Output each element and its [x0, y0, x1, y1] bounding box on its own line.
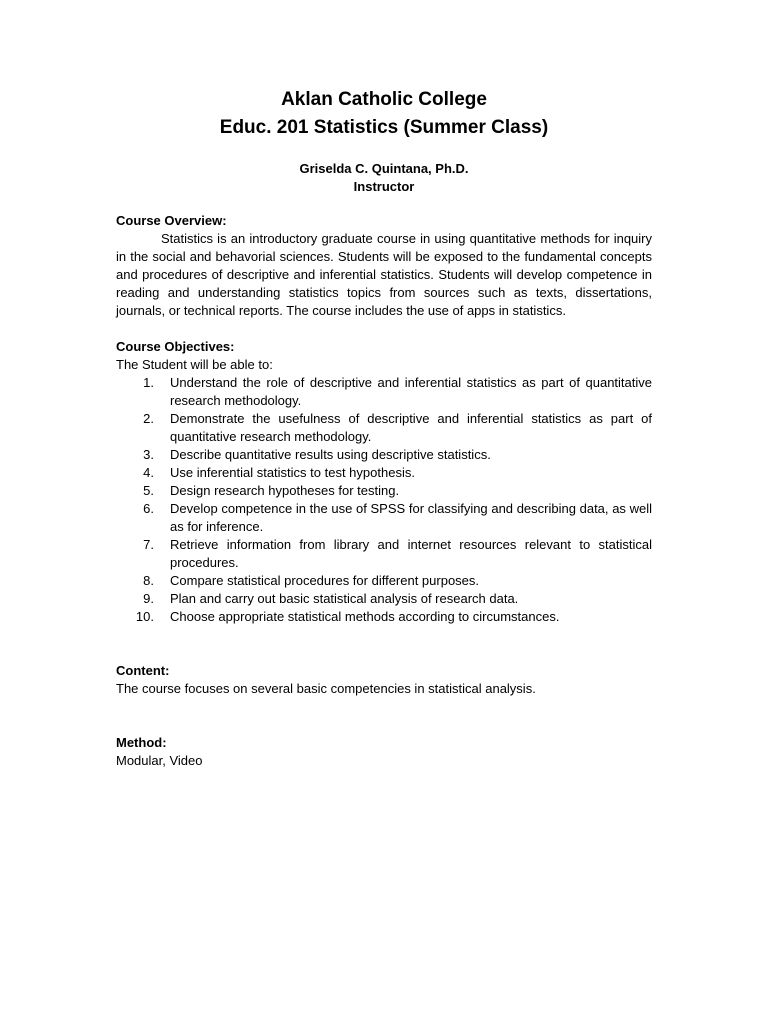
- objective-item: [116, 608, 652, 626]
- document-body: [116, 212, 652, 770]
- objective-text: Develop competence in the use of SPSS for classifying and describing data, as well as for inference.: [170, 501, 652, 534]
- objective-number: 5.: [143, 483, 154, 498]
- objective-number: 8.: [143, 573, 154, 588]
- objective-number: 1.: [143, 375, 154, 390]
- course-overview-heading: Course Overview:: [116, 213, 227, 228]
- objective-text: Retrieve information from library and internet resources relevant to statistical procedures.: [170, 537, 652, 570]
- objective-text: Design research hypotheses for testing.: [170, 483, 400, 498]
- objective-number: 7.: [143, 537, 154, 552]
- course-objectives-heading: Course Objectives:: [116, 339, 235, 354]
- objective-text: Plan and carry out basic statistical analysis of research data.: [170, 591, 519, 606]
- objective-text: Describe quantitative results using descriptive statistics.: [170, 447, 491, 462]
- objective-number: 9.: [143, 591, 154, 606]
- objective-item: [116, 374, 652, 410]
- instructor-name: Griselda C. Quintana, Ph.D.: [299, 161, 469, 176]
- objective-item: [116, 446, 652, 464]
- objective-item: [116, 482, 652, 500]
- content-heading: Content:: [116, 663, 170, 678]
- objective-text: Compare statistical procedures for different purposes.: [170, 573, 480, 588]
- objective-number: 6.: [143, 501, 154, 516]
- objective-number: 2.: [143, 411, 154, 426]
- content-text: The course focuses on several basic competencies in statistical analysis.: [116, 681, 536, 696]
- instructor-role: Instructor: [353, 179, 415, 194]
- course-overview-section: [116, 212, 652, 320]
- course-overview-text: Statistics is an introductory graduate course in using quantitative methods for inquiry in the social and behavorial sciences. Students will be exposed to the fundamental concepts and procedures of descriptive and inferential statistics. Students will develop competence in reading and understanding statistics topics from sources such as texts, dissertations, journals, or technical reports. The course includes the use of apps in statistics.: [116, 231, 652, 318]
- objective-text: Use inferential statistics to test hypothesis.: [170, 465, 415, 480]
- objective-item: [116, 536, 652, 572]
- course-title: Educ. 201 Statistics (Summer Class): [219, 117, 549, 138]
- objectives-list: [116, 374, 652, 626]
- method-section: [116, 734, 652, 770]
- course-objectives-section: [116, 338, 652, 626]
- method-text: Modular, Video: [116, 753, 203, 768]
- objective-item: [116, 464, 652, 482]
- course-objectives-intro: The Student will be able to:: [116, 357, 273, 372]
- objective-text: Understand the role of descriptive and inferential statistics as part of quantitative research methodology.: [170, 375, 652, 408]
- objective-number: 3.: [143, 447, 154, 462]
- institution-title: Aklan Catholic College: [281, 89, 487, 110]
- method-heading: Method:: [116, 735, 167, 750]
- objective-number: 4.: [143, 465, 154, 480]
- objective-number: 10.: [135, 609, 154, 624]
- content-section: [116, 662, 652, 698]
- objective-text: Demonstrate the usefulness of descriptive and inferential statistics as part of quantitative research methodology.: [170, 411, 652, 444]
- objective-item: [116, 500, 652, 536]
- objective-item: [116, 590, 652, 608]
- objective-text: Choose appropriate statistical methods according to circumstances.: [170, 609, 560, 624]
- objective-item: [116, 410, 652, 446]
- objective-item: [116, 572, 652, 590]
